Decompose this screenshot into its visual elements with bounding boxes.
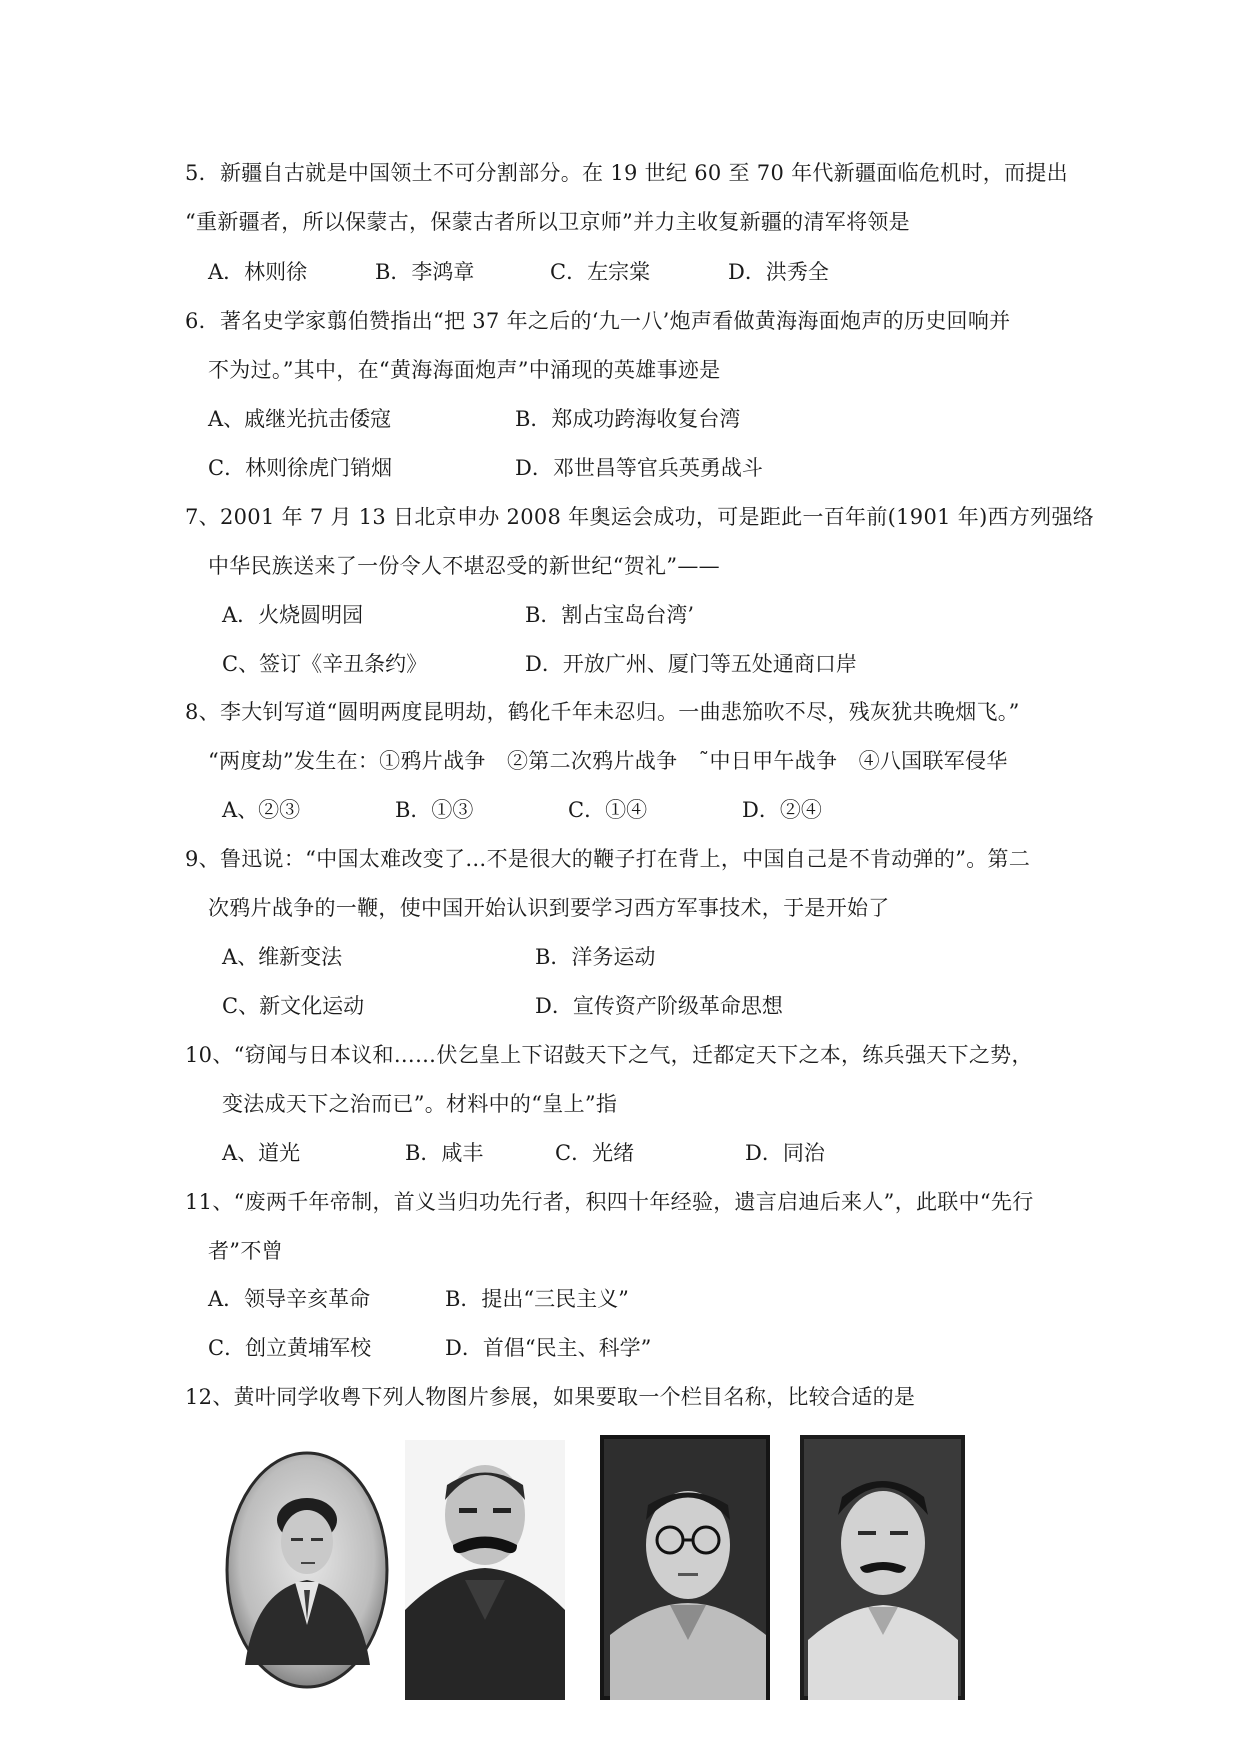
portrait-4	[800, 1435, 965, 1700]
q5-option-d: D．洪秀全	[728, 260, 829, 284]
q7-line-2: 中华民族送来了一份令人不堪忍受的新世纪“贺礼”——	[208, 554, 720, 578]
q6-option-c: C．林则徐虎门销烟	[208, 456, 393, 480]
q10-line-1: 10、“窃闻与日本议和……伏乞皇上下诏鼓天下之气，迁都定天下之本，练兵强天下之势，	[185, 1043, 1033, 1067]
q11-line-2: 者”不曾	[208, 1239, 283, 1263]
portrait-1	[225, 1450, 390, 1690]
q7-option-d: D．开放广州、厦门等五处通商口岸	[525, 652, 857, 676]
q6-line-1: 6．著名史学家翦伯赞指出“把 37 年之后的‘九一八’炮声看做黄海海面炮声的历史回响并	[185, 309, 1011, 333]
q5-line-2: “重新疆者，所以保蒙古，保蒙古者所以卫京师”并力主收复新疆的清军将领是	[185, 210, 910, 234]
portrait-gallery	[225, 1440, 1015, 1710]
q8-line-1: 8、李大钊写道“圆明两度昆明劫，鹤化千年未忍归。一曲悲笳吹不尽，残灰犹共晚烟飞。”	[185, 700, 1020, 724]
q8-option-b: B．①③	[395, 798, 474, 822]
q9-option-d: D．宣传资产阶级革命思想	[535, 994, 783, 1018]
portrait-3	[600, 1435, 770, 1700]
q8-line-2: “两度劫”发生在：①鸦片战争 ②第二次鸦片战争 ˜中日甲午战争 ④八国联军侵华	[208, 749, 1008, 773]
q6-option-b: B．郑成功跨海收复台湾	[515, 407, 741, 431]
q9-line-1: 9、鲁迅说：“中国太难改变了…不是很大的鞭子打在背上，中国自己是不肯动弹的”。第二	[185, 847, 1031, 871]
q10-line-2: 变法成天下之治而已”。材料中的“皇上”指	[222, 1092, 618, 1116]
q9-option-a: A、维新变法	[222, 945, 343, 969]
q8-option-a: A、②③	[222, 798, 301, 822]
q11-option-b: B．提出“三民主义”	[445, 1287, 629, 1311]
q5-option-c: C．左宗棠	[550, 260, 651, 284]
q9-option-b: B．洋务运动	[535, 945, 656, 969]
q11-option-c: C．创立黄埔军校	[208, 1336, 372, 1360]
q7-option-c: C、签订《辛丑条约》	[222, 652, 428, 676]
q10-option-b: B．咸丰	[405, 1141, 484, 1165]
q10-option-c: C．光绪	[555, 1141, 635, 1165]
q12-line-1: 12、黄叶同学收粤下列人物图片参展，如果要取一个栏目名称，比较合适的是	[185, 1385, 916, 1409]
q10-option-d: D．同治	[745, 1141, 825, 1165]
q7-option-b: B．割占宝岛台湾’	[525, 603, 695, 627]
q7-line-1: 7、2001 年 7 月 13 日北京申办 2008 年奥运会成功，可是距此一百年前(1901 年)西方列强络	[185, 505, 1095, 529]
q8-option-d: D．②④	[742, 798, 822, 822]
q11-line-1: 11、“废两千年帝制，首义当归功先行者，积四十年经验，遗言启迪后来人”，此联中“先行	[185, 1190, 1034, 1214]
q11-option-d: D．首倡“民主、科学”	[445, 1336, 652, 1360]
q5-line-1: 5．新疆自古就是中国领土不可分割部分。在 19 世纪 60 至 70 年代新疆面临危机时，而提出	[185, 161, 1068, 185]
q9-option-c: C、新文化运动	[222, 994, 365, 1018]
q6-option-a: A、戚继光抗击倭寇	[208, 407, 392, 431]
q5-option-b: B．李鸿章	[375, 260, 475, 284]
portrait-2	[405, 1440, 565, 1700]
q11-option-a: A．领导辛亥革命	[208, 1287, 371, 1311]
q5-option-a: A．林则徐	[208, 260, 308, 284]
q6-line-2: 不为过。”其中，在“黄海海面炮声”中涌现的英雄事迹是	[208, 358, 721, 382]
q8-option-c: C．①④	[568, 798, 648, 822]
q10-option-a: A、道光	[222, 1141, 301, 1165]
q6-option-d: D．邓世昌等官兵英勇战斗	[515, 456, 763, 480]
q7-option-a: A．火烧圆明园	[222, 603, 364, 627]
q9-line-2: 次鸦片战争的一鞭，使中国开始认识到要学习西方军事技术，于是开始了	[208, 896, 890, 920]
